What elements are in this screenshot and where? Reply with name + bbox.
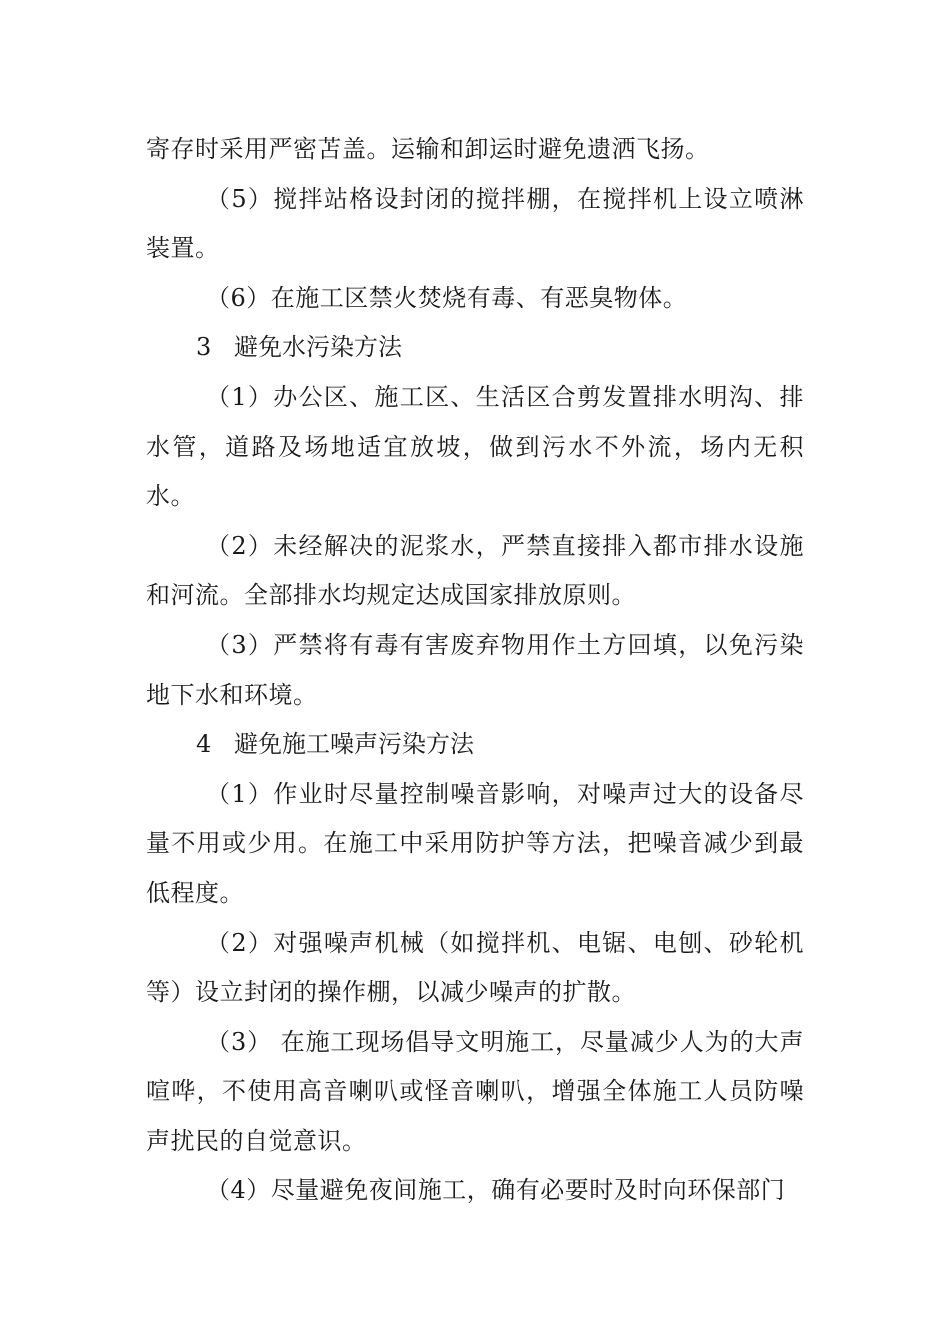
section-heading <box>146 720 804 770</box>
section-number: 4 <box>196 730 212 759</box>
section-heading <box>146 323 804 373</box>
section-title: 避免施工噪声污染方法 <box>234 730 474 759</box>
paragraph: （4）尽量避免夜间施工，确有必要时及时向环保部门 <box>206 1176 786 1205</box>
paragraph: 寄存时采用严密苫盖。运输和卸运时避免遗洒飞扬。 <box>146 135 710 163</box>
paragraph: （3） 在施工现场倡导文明施工，尽量减少人为的大声喧哗，不使用高音喇叭或怪音喇叭，增强全体施工人员防噪声扰民的自觉意识。 <box>146 1027 804 1155</box>
paragraph: （3）严禁将有毒有害废弃物用作土方回填，以免污染地下水和环境。 <box>146 630 804 709</box>
section-title: 避免水污染方法 <box>234 333 402 362</box>
paragraph: （2）对强噪声机械（如搅拌机、电锯、电刨、砂轮机等）设立封闭的操作棚，以减少噪声的扩散。 <box>146 928 804 1007</box>
paragraph: （5）搅拌站格设封闭的搅拌棚，在搅拌机上设立喷淋装置。 <box>146 184 804 263</box>
section-number: 3 <box>196 333 212 362</box>
paragraph: （6）在施工区禁火焚烧有毒、有恶臭物体。 <box>206 283 688 312</box>
paragraph: （2）未经解决的泥浆水，严禁直接排入都市排水设施和河流。全部排水均规定达成国家排放原则。 <box>146 531 804 610</box>
paragraph: （1）作业时尽量控制噪音影响，对噪声过大的设备尽量不用或少用。在施工中采用防护等方法，把噪音减少到最低程度。 <box>146 779 804 907</box>
document-body <box>146 125 804 1216</box>
paragraph: （1）办公区、施工区、生活区合剪发置排水明沟、排水管，道路及场地适宜放坡，做到污水不外流，场内无积水。 <box>146 382 804 511</box>
